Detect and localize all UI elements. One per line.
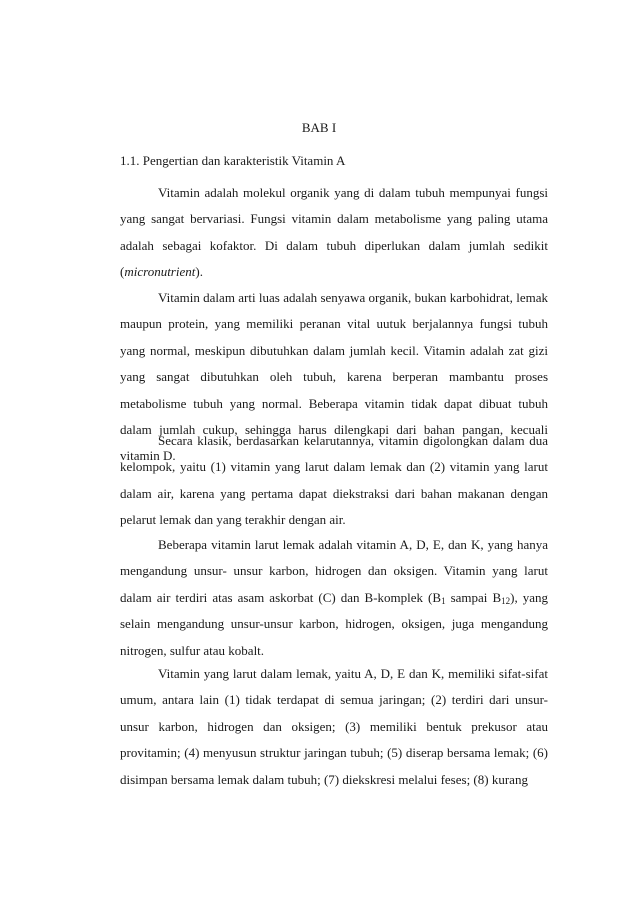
subscript: 12 [501, 595, 511, 606]
paragraph-fat-soluble-list [120, 532, 548, 664]
paragraph-text: Beberapa vitamin larut lemak adalah vitamin A, D, E, dan K, yang hanya mengandung unsur- unsur karbon, hidrogen dan oksigen. Vitamin yang larut dalam air terdiri atas asam askorbat (C) dan B-komplek (B [120, 537, 548, 605]
subscript: 1 [441, 595, 446, 606]
paragraph-properties: Vitamin yang larut dalam lemak, yaitu A, D, E dan K, memiliki sifat-sifat umum, antara lain (1) tidak terdapat di semua jaringan; (2) terdiri dari unsur-unsur karbon, hidrogen dan oksigen; (3) memiliki bentuk prekusor atau provitamin; (4) menyusun struktur jaringan tubuh; (5) diserap bersama lemak; (6) disimpan bersama lemak dalam tubuh; (7) diekskresi melalui feses; (8) kurang [120, 666, 548, 787]
chapter-heading: BAB I [301, 120, 337, 135]
paragraph-text: Vitamin adalah molekul organik yang di dalam tubuh mempunyai fungsi yang sangat bervariasi. Fungsi vitamin dalam metabolisme yang paling utama adalah sebagai kofaktor. Di dalam tubuh diperlukan dalam jumlah sedikit ( [120, 185, 548, 280]
paragraph-classification: Secara klasik, berdasarkan kelarutannya, vitamin digolongkan dalam dua kelompok, yaitu (1) vitamin yang larut dalam lemak dan (2) vitamin yang larut dalam air, karena yang pertama dapat diekstraksi dari bahan makanan dengan pelarut lemak dan yang terakhir dengan air. [120, 433, 548, 528]
paragraph-text: ). [195, 264, 203, 280]
paragraph-definition [120, 180, 548, 286]
section-heading: 1.1. Pengertian dan karakteristik Vitamin A [120, 153, 346, 168]
paragraph-text: sampai B [445, 589, 502, 605]
paragraph-broad-meaning: Vitamin dalam arti luas adalah senyawa organik, bukan karbohidrat, lemak maupun protein, yang memiliki peranan vital uutuk berjalannya fungsi tubuh yang normal, meskipun dibutuhkan dalam jumlah kecil. Vitamin adalah zat gizi yang sangat dibutuhkan oleh tubuh, karena berperan mambantu proses metabolisme tubuh yang normal. Beberapa vitamin tidak dapat dibuat tubuh dalam jumlah cukup, sehingga harus dilengkapi dari bahan pangan, kecuali vitamin D. [120, 290, 548, 464]
paragraph-text: ), yang selain mengandung unsur-unsur karbon, hidrogen, oksigen, juga mengandung nitrogen, sulfur atau kobalt. [120, 589, 549, 658]
italic-term: micronutrient [124, 264, 196, 280]
